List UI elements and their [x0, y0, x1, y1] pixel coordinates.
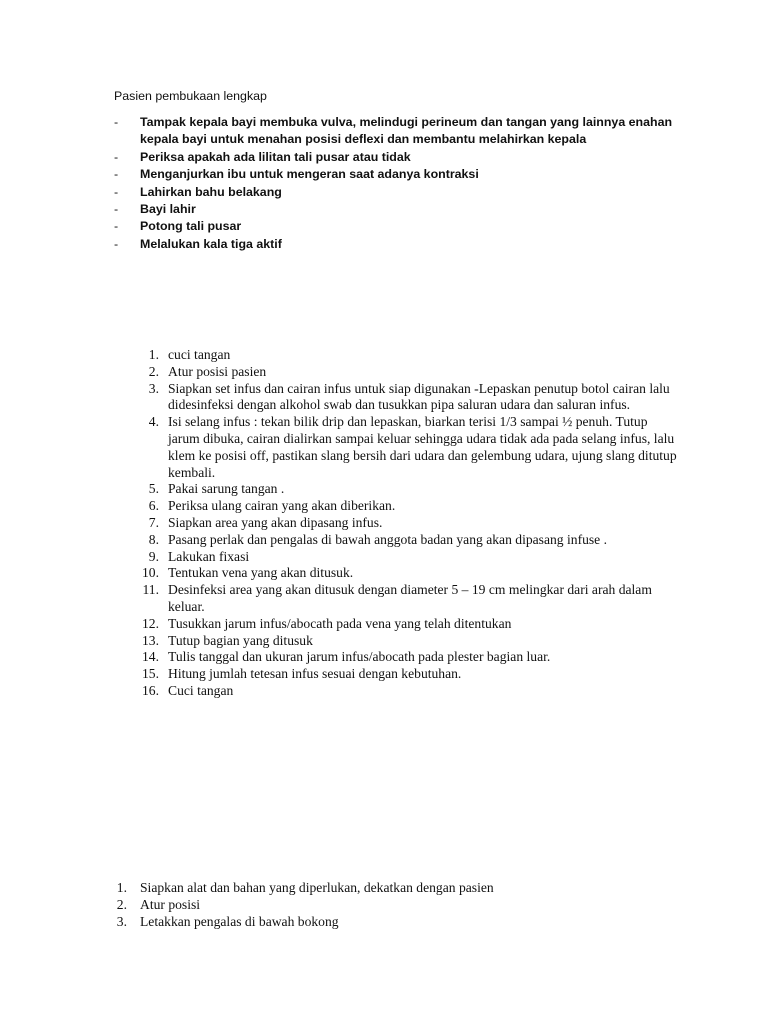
list-item	[114, 218, 714, 235]
list-item-text: cuci tangan	[168, 347, 231, 362]
list-number: 6.	[148, 498, 159, 514]
list-number: 12.	[142, 615, 159, 631]
list-item	[141, 414, 681, 481]
list-item	[113, 897, 673, 914]
list-item	[114, 184, 714, 201]
dash-marker: -	[114, 149, 119, 164]
list-item-text: Melalukan kala tiga aktif	[140, 236, 282, 251]
list-number: 15.	[142, 666, 159, 682]
list-number: 11.	[142, 582, 159, 598]
list-item	[141, 381, 681, 415]
list-item-text: Hitung jumlah tetesan infus sesuai dengan kebutuhan.	[168, 666, 462, 682]
list-item-text: Periksa ulang cairan yang akan diberikan.	[168, 498, 396, 514]
list-item-text: Atur posisi	[140, 896, 201, 912]
list-item-text: Lakukan fixasi	[168, 548, 250, 564]
list-item-text: Bayi lahir	[140, 202, 196, 217]
list-item	[141, 582, 681, 616]
list-item-text: Siapkan set infus dan cairan infus untuk siap digunakan -Lepaskan penutup botol cairan lalu didesinfeksi dengan alkohol swab dan tusukkan pipa saluran udara dan saluran infus.	[168, 380, 670, 413]
dash-marker: -	[114, 184, 119, 199]
list-number: 3.	[116, 913, 127, 929]
list-item	[141, 616, 681, 633]
list-item-text: Letakkan pengalas di bawah bokong	[140, 913, 339, 929]
section-heading: Pasien pembukaan lengkap	[114, 89, 267, 103]
list-item	[141, 683, 681, 700]
list-item-text: Menganjurkan ibu untuk mengeran saat adanya kontraksi	[140, 167, 479, 182]
list-number: 2.	[116, 896, 127, 912]
list-item-text: Tentukan vena yang akan ditusuk.	[168, 565, 354, 581]
list-item	[141, 515, 681, 532]
list-item	[114, 201, 714, 218]
list-item-text: Cuci tangan	[168, 682, 234, 698]
list-item	[141, 633, 681, 650]
list-item	[141, 364, 681, 381]
list-number: 3.	[148, 380, 159, 396]
preparation-steps-list	[113, 880, 673, 930]
list-item	[141, 666, 681, 683]
list-item-text: Lahirkan bahu belakang	[140, 184, 282, 199]
list-item-text: Pakai sarung tangan .	[168, 481, 285, 497]
list-number: 4.	[148, 414, 159, 430]
list-item	[113, 880, 673, 897]
list-number: 1.	[116, 880, 127, 895]
list-number: 16.	[142, 682, 159, 698]
dash-marker: -	[114, 219, 119, 234]
list-item	[141, 347, 681, 364]
list-number: 8.	[148, 531, 159, 547]
list-item	[141, 649, 681, 666]
list-number: 13.	[142, 632, 159, 648]
dash-marker: -	[114, 115, 119, 129]
list-item-text: Tusukkan jarum infus/abocath pada vena yang telah ditentukan	[168, 615, 512, 631]
list-item-text: Tampak kepala bayi membuka vulva, melindugi perineum dan tangan yang lainnya enahan kepala bayi untuk menahan posisi deflexi dan membantu melahirkan kepala	[140, 115, 673, 147]
list-item	[114, 236, 714, 253]
dash-marker: -	[114, 167, 119, 182]
list-item-text: Siapkan area yang akan dipasang infus.	[168, 514, 383, 530]
list-item-text: Potong tali pusar	[140, 219, 242, 234]
list-number: 7.	[148, 514, 159, 530]
list-number: 14.	[142, 649, 159, 665]
dash-marker: -	[114, 236, 119, 251]
list-item-text: Siapkan alat dan bahan yang diperlukan, dekatkan dengan pasien	[140, 880, 494, 895]
list-item	[141, 532, 681, 549]
list-item	[141, 565, 681, 582]
list-item	[114, 114, 714, 149]
list-number: 2.	[148, 363, 159, 379]
list-item-text: Isi selang infus : tekan bilik drip dan lepaskan, biarkan terisi 1/3 sampai ½ penuh. Tutup jarum dibuka, cairan dialirkan sampai keluar sehingga udara tidak ada pada selang infus, lalu klem ke posisi off, pastikan slang bersih dari udara dan gelembung udara, ujung slang ditutup kembali.	[168, 414, 677, 480]
dash-list	[114, 114, 714, 253]
list-item-text: Desinfeksi area yang akan ditusuk dengan diameter 5 – 19 cm melingkar dari arah dalam keluar.	[168, 582, 652, 614]
list-item	[141, 549, 681, 566]
list-item-text: Pasang perlak dan pengalas di bawah anggota badan yang akan dipasang infuse .	[168, 531, 608, 547]
list-number: 9.	[148, 548, 159, 564]
list-number: 10.	[142, 565, 159, 581]
list-item	[141, 481, 681, 498]
list-item-text: Periksa apakah ada lilitan tali pusar atau tidak	[140, 149, 411, 164]
infusion-steps-list	[141, 347, 681, 700]
list-item-text: Tulis tanggal dan ukuran jarum infus/abocath pada plester bagian luar.	[168, 649, 551, 665]
list-number: 1.	[148, 347, 159, 362]
list-item-text: Atur posisi pasien	[168, 363, 267, 379]
list-item	[114, 166, 714, 183]
dash-marker: -	[114, 202, 119, 217]
list-item	[114, 149, 714, 166]
list-item-text: Tutup bagian yang ditusuk	[168, 632, 313, 648]
list-item	[141, 498, 681, 515]
list-item	[113, 914, 673, 931]
list-number: 5.	[148, 481, 159, 497]
